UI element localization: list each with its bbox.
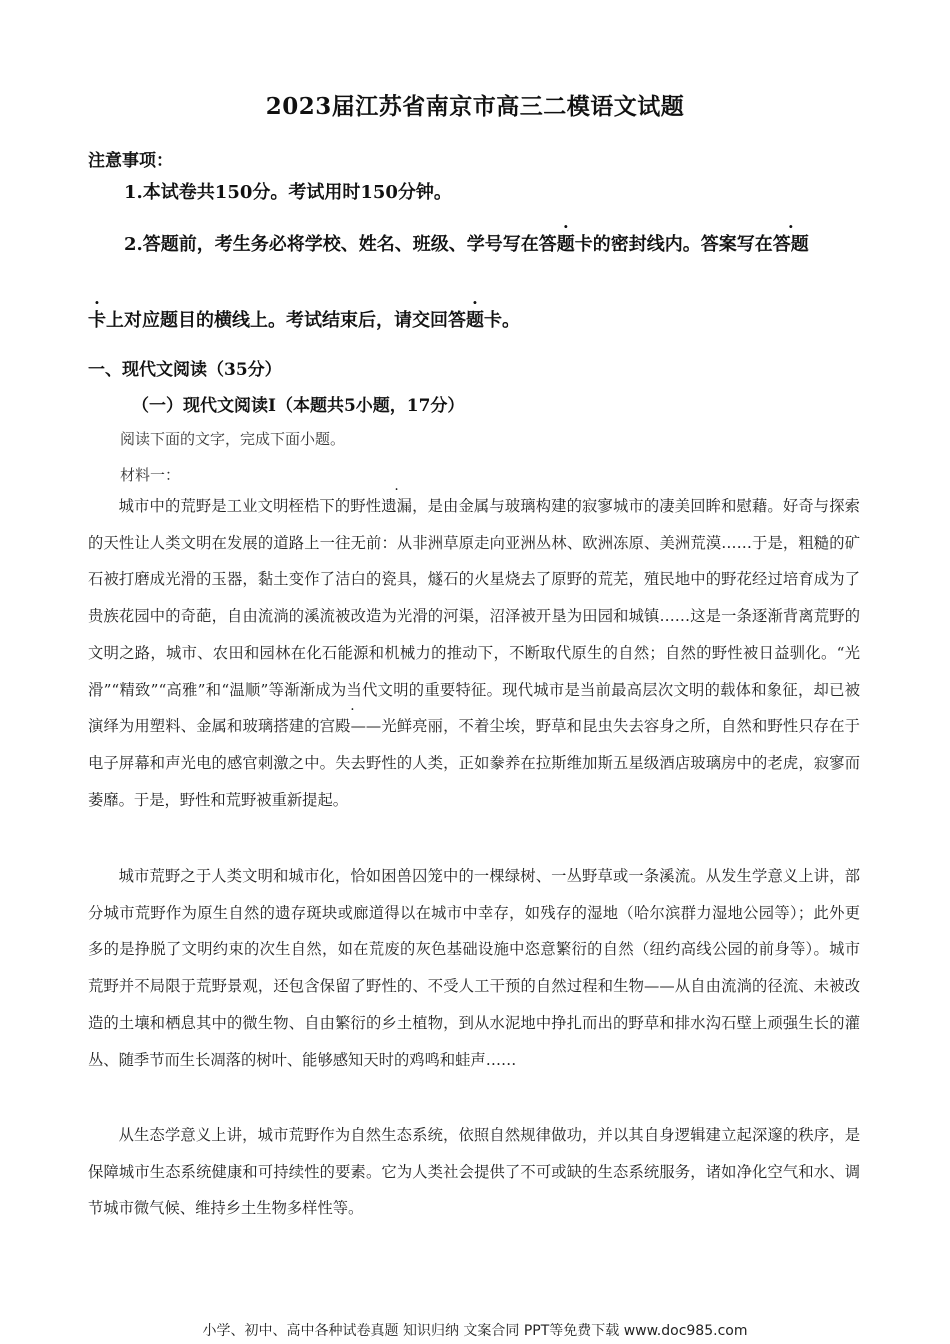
emphasis-palace: 宫殿: [319, 717, 351, 736]
emphasis-answer-card-1: 答题卡: [538, 234, 593, 255]
section-heading: 一、现代文阅读（35分）: [88, 360, 282, 380]
emphasis-answer-card-4: 答题卡: [448, 310, 502, 331]
notice-item-2-text-a: 2.答题前，考生务必将学校、姓名、班级、学号写在: [124, 234, 539, 255]
subsection-heading: （一）现代文阅读Ⅰ（本题共5小题，17分）: [132, 396, 465, 416]
paragraph-3: 从生态学意义上讲，城市荒野作为自然生态系统，依照自然规律做功，并以其自身逻辑建立起深邃的秩序，是保障城市生态系统健康和可持续性的要素。它为人类社会提供了不可或缺的生态系统服务，诸如净化空气和水、调节城市微气候、维持乡土生物多样性等。: [88, 1126, 860, 1218]
footer-watermark: 小学、初中、高中各种试卷真题 知识归纳 文案合同 PPT等免费下载 www.doc985.com: [202, 1323, 748, 1339]
notice-item-2-line-2: [88, 306, 520, 332]
notice-heading: 注意事项：: [88, 151, 173, 171]
paragraph-1-text-a: 城市中的荒野是工业文明桎梏下的: [118, 497, 351, 515]
emphasis-answer-card-2: 答题: [772, 234, 809, 255]
emphasis-wild-remnant: 野性遗漏: [350, 497, 413, 515]
reading-instruction: 阅读下面的文字，完成下面小题。: [120, 430, 346, 448]
notice-item-1: 1.本试卷共150分。考试用时150分钟。: [124, 182, 452, 203]
notice-item-2-text-c: 上对应题目的横线上。考试结束后，请交回: [106, 310, 448, 331]
material-label: 材料一：: [120, 466, 181, 484]
notice-item-2-line-1: [124, 230, 809, 256]
paragraph-1-text-c: ——光鲜亮丽，不着尘埃，野草和昆虫失去容身之所，自然和野性只存在于电子屏幕和声光电的感官刺激之中。失去野性的人类，正如豢养在拉斯维加斯五星级酒店玻璃房中的老虎，寂寥而萎靡。于是，野性和荒野被重新提起。: [88, 717, 860, 809]
notice-item-2-text-d: 。: [502, 310, 520, 331]
paragraph-1-text-b: ，是由金属与玻璃构建的寂寥城市的凄美回眸和慰藉。好奇与探索的天性让人类文明在发展的道路上一往无前：从非洲草原走向亚洲丛林、欧洲冻原、美洲荒漠……于是，粗糙的矿石被打磨成光滑的玉器，黏土变作了洁白的瓷具，燧石的火星烧去了原野的荒芜，殖民地中的野花经过培育成为了贵族花园中的奇葩，自由流淌的溪流被改造为光滑的河渠，沼泽被开垦为田园和城镇……这是一条逐渐背离荒野的文明之路，城市、农田和园林在化石能源和机械力的推动下，不断取代原生的自然；自然的野性被日益驯化。“光滑”“精致”“高雅”和“温顺”等渐渐成为当代文明的重要特征。现代城市是当前最高层次文明的载体和象征，却已被演绎为用塑料、金属和玻璃搭建的: [88, 497, 860, 736]
paragraph-2: 城市荒野之于人类文明和城市化，恰如困兽囚笼中的一棵绿树、一丛野草或一条溪流。从发生学意义上讲，部分城市荒野作为原生自然的遗存斑块或廊道得以在城市中幸存，如残存的湿地（哈尔滨群力湿地公园等）；此外更多的是挣脱了文明约束的次生自然，如在荒废的灰色基础设施中恣意繁衍的自然（纽约高线公园的前身等）。城市荒野并不局限于荒野景观，还包含保留了野性的、不受人工干预的自然过程和生物——从自由流淌的径流、未被改造的土壤和栖息其中的微生物、自由繁衍的乡土植物，到从水泥地中挣扎而出的野草和排水沟石壁上顽强生长的灌丛、随季节而生长凋落的树叶、能够感知天时的鸡鸣和蛙声……: [88, 867, 860, 1069]
emphasis-answer-card-3: 卡: [88, 310, 106, 331]
notice-item-2-text-b: 的密封线内。答案写在: [592, 234, 773, 255]
paragraph-1: [88, 488, 860, 818]
page-title: 2023届江苏省南京市高三二模语文试题: [265, 93, 685, 120]
